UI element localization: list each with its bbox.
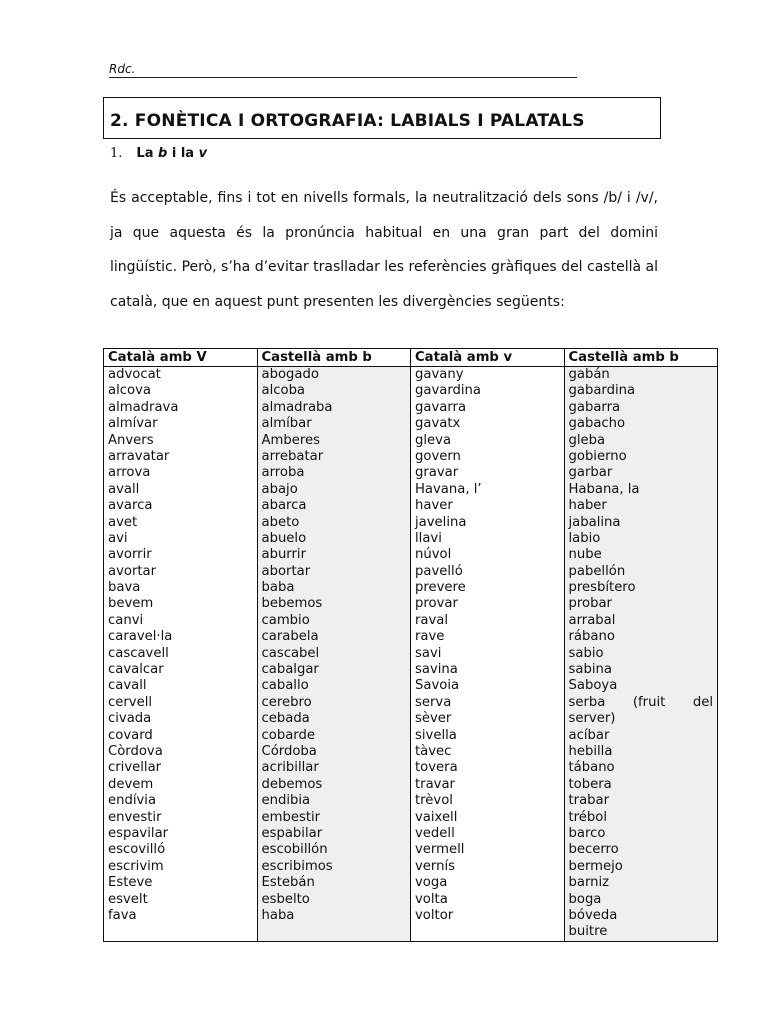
table-cell: server)	[568, 711, 616, 727]
table-cell: covard	[108, 727, 153, 743]
table-cell: crivellar	[108, 760, 162, 776]
table-cell: endibia	[261, 793, 311, 809]
table-cell: gavardina	[415, 383, 482, 399]
table-cell: devem	[108, 776, 154, 792]
table-cell: vaixell	[415, 809, 458, 825]
table-cell: tobera	[568, 776, 612, 792]
table-cell: garbar	[568, 465, 613, 481]
table-cell: nube	[568, 547, 602, 563]
table-cell: vedell	[415, 825, 455, 841]
table-cell: tábano	[568, 760, 615, 776]
table-cell: gabán	[568, 367, 610, 382]
table-cell: abeto	[261, 514, 300, 530]
table-cell: escribimos	[261, 858, 333, 874]
table-cell: volta	[415, 891, 448, 907]
table-cell: Còrdova	[108, 743, 163, 759]
table-cell: escobillón	[261, 842, 328, 858]
table-cell: cavalcar	[108, 662, 164, 678]
subsection-label: La b i la v	[136, 146, 208, 161]
table-cell: gleba	[568, 432, 606, 448]
table-cell: bebemos	[261, 596, 323, 612]
table-cell: sabina	[568, 662, 612, 678]
table-cell: avet	[108, 514, 138, 530]
table-cell: Córdoba	[261, 743, 317, 759]
table-cell: cavall	[108, 678, 147, 694]
table-cell: haver	[415, 498, 453, 514]
table-cell: almadrava	[108, 399, 179, 415]
table-cell: esvelt	[108, 891, 148, 907]
table-cell: avall	[108, 481, 140, 497]
table-cell: Estebán	[261, 875, 315, 891]
table-cell: barco	[568, 825, 606, 841]
table-cell: caravel·la	[108, 629, 173, 645]
table-cell: caballo	[261, 678, 309, 694]
table-cell: savi	[415, 645, 442, 661]
column-header: Català amb v	[411, 349, 565, 367]
table-cell: sivella	[415, 727, 457, 743]
table-cell: vernís	[415, 858, 456, 874]
table-cell: fava	[108, 907, 137, 923]
intro-paragraph: És acceptable, fins i tot en nivells formals, la neutralització dels sons /b/ i /v/, ja que aquesta és la pronúncia habitual en una gran part del domini lingüístic. Però, s’ha d’evitar traslladar les referències gràfiques del castellà al català, que en aquest punt presenten les divergències següents:	[110, 190, 658, 310]
table-cell: probar	[568, 596, 612, 612]
table-cell: advocat	[108, 367, 161, 382]
header-rdc-line	[109, 62, 577, 78]
table-cell: llavi	[415, 530, 442, 546]
table-cell: escovilló	[108, 842, 166, 858]
table-cell: núvol	[415, 547, 452, 563]
table-cell: almíbar	[261, 416, 312, 432]
table-cell: bevem	[108, 596, 154, 612]
table-cell: avarca	[108, 498, 153, 514]
table-cell: alcoba	[261, 383, 306, 399]
rdc-label: Rdc.	[109, 62, 136, 76]
column-catala-v-2	[411, 367, 565, 942]
table-cell: abarca	[261, 498, 307, 514]
table-cell: barniz	[568, 875, 610, 891]
table-row	[104, 367, 718, 942]
table-cell: debemos	[261, 776, 323, 792]
table-cell: bóveda	[568, 907, 618, 923]
table-cell: cebada	[261, 711, 310, 727]
table-cell: Anvers	[108, 432, 154, 448]
table-cell: sabio	[568, 645, 604, 661]
table-cell: haba	[261, 907, 295, 923]
table-cell: abuelo	[261, 530, 307, 546]
table-cell: almadraba	[261, 399, 333, 415]
table-cell: Amberes	[261, 432, 320, 448]
table-cell: Havana, l’	[415, 481, 482, 497]
table-cell: gobierno	[568, 448, 627, 464]
table-cell: javelina	[415, 514, 467, 530]
table-cell: presbítero	[568, 580, 636, 596]
table-cell: serba (fruit del	[568, 694, 713, 710]
table-cell: hebilla	[568, 743, 613, 759]
table-cell: gavarra	[415, 399, 467, 415]
table-cell: Savoia	[415, 678, 460, 694]
table-cell: savina	[415, 662, 458, 678]
table-cell: haber	[568, 498, 607, 514]
table-cell: provar	[415, 596, 458, 612]
table-cell: bermejo	[568, 858, 623, 874]
table-cell: pavelló	[415, 563, 463, 579]
table-cell: Esteve	[108, 875, 153, 891]
table-cell: rave	[415, 629, 445, 645]
table-cell: cervell	[108, 694, 153, 710]
table-cell: gabardina	[568, 383, 636, 399]
table-cell: acíbar	[568, 727, 610, 743]
table-cell: arrabal	[568, 612, 616, 628]
table-cell: arroba	[261, 465, 305, 481]
table-cell: aburrir	[261, 547, 307, 563]
page-title: 2. FONÈTICA I ORTOGRAFIA: LABIALS I PALATALS	[110, 111, 585, 131]
subsection-heading	[110, 146, 207, 161]
table-cell: gleva	[415, 432, 452, 448]
table-cell: rábano	[568, 629, 615, 645]
subsection-number: 1.	[110, 146, 123, 161]
table-cell: abogado	[261, 367, 319, 382]
table-cell: esbelto	[261, 891, 310, 907]
table-cell: travar	[415, 776, 455, 792]
table-cell: avorrir	[108, 547, 152, 563]
table-cell: trèvol	[415, 793, 453, 809]
table-cell: civada	[108, 711, 152, 727]
table-header-row	[104, 349, 718, 367]
table-cell: embestir	[261, 809, 321, 825]
table-cell: cobarde	[261, 727, 315, 743]
table-cell: cambio	[261, 612, 310, 628]
table-cell: sèver	[415, 711, 452, 727]
table-cell: voga	[415, 875, 448, 891]
table-cell: pabellón	[568, 563, 626, 579]
table-cell: almívar	[108, 416, 158, 432]
table-cell: bava	[108, 580, 141, 596]
table-cell: trébol	[568, 809, 608, 825]
table-cell: abortar	[261, 563, 311, 579]
table-cell: cabalgar	[261, 662, 319, 678]
table-cell: govern	[415, 448, 461, 464]
table-cell: Saboya	[568, 678, 618, 694]
table-cell: arravatar	[108, 448, 170, 464]
table-cell: gabarra	[568, 399, 621, 415]
table-cell: canvi	[108, 612, 144, 628]
table-cell: abajo	[261, 481, 298, 497]
table-cell: gavatx	[415, 416, 461, 432]
column-header: Castellà amb b	[257, 349, 411, 367]
table-cell: avortar	[108, 563, 157, 579]
table-cell: jabalina	[568, 514, 621, 530]
table-cell: cerebro	[261, 694, 312, 710]
table-cell: raval	[415, 612, 449, 628]
table-cell: vermell	[415, 842, 465, 858]
table-cell: gabacho	[568, 416, 626, 432]
section-title-box	[103, 97, 661, 139]
table-cell: acribillar	[261, 760, 319, 776]
table-cell: becerro	[568, 842, 619, 858]
table-cell: arrova	[108, 465, 151, 481]
table-cell: serva	[415, 694, 452, 710]
table-cell: gravar	[415, 465, 459, 481]
column-castella-b-2	[564, 367, 718, 942]
table-cell: alcova	[108, 383, 151, 399]
table-cell: arrebatar	[261, 448, 324, 464]
table-cell: gavany	[415, 367, 464, 382]
table-cell: carabela	[261, 629, 319, 645]
table-cell: labio	[568, 530, 601, 546]
table-cell: escrivim	[108, 858, 164, 874]
table-cell: espabilar	[261, 825, 323, 841]
table-cell: cascavell	[108, 645, 169, 661]
table-cell: avi	[108, 530, 128, 546]
table-cell: prevere	[415, 580, 466, 596]
table-cell: buitre	[568, 924, 608, 940]
column-header: Català amb V	[104, 349, 258, 367]
table-cell: baba	[261, 580, 295, 596]
table-cell: espavilar	[108, 825, 169, 841]
table-cell: cascabel	[261, 645, 320, 661]
table-cell: Habana, la	[568, 481, 640, 497]
table-cell: envestir	[108, 809, 162, 825]
vocabulary-table	[103, 348, 718, 942]
column-catala-v-1	[104, 367, 258, 942]
column-header: Castellà amb b	[564, 349, 718, 367]
table-cell: voltor	[415, 907, 454, 923]
table-cell: endívia	[108, 793, 157, 809]
table-cell: boga	[568, 891, 602, 907]
table-cell: trabar	[568, 793, 610, 809]
table-cell: tovera	[415, 760, 458, 776]
table-cell: tàvec	[415, 743, 452, 759]
column-castella-b-1	[257, 367, 411, 942]
